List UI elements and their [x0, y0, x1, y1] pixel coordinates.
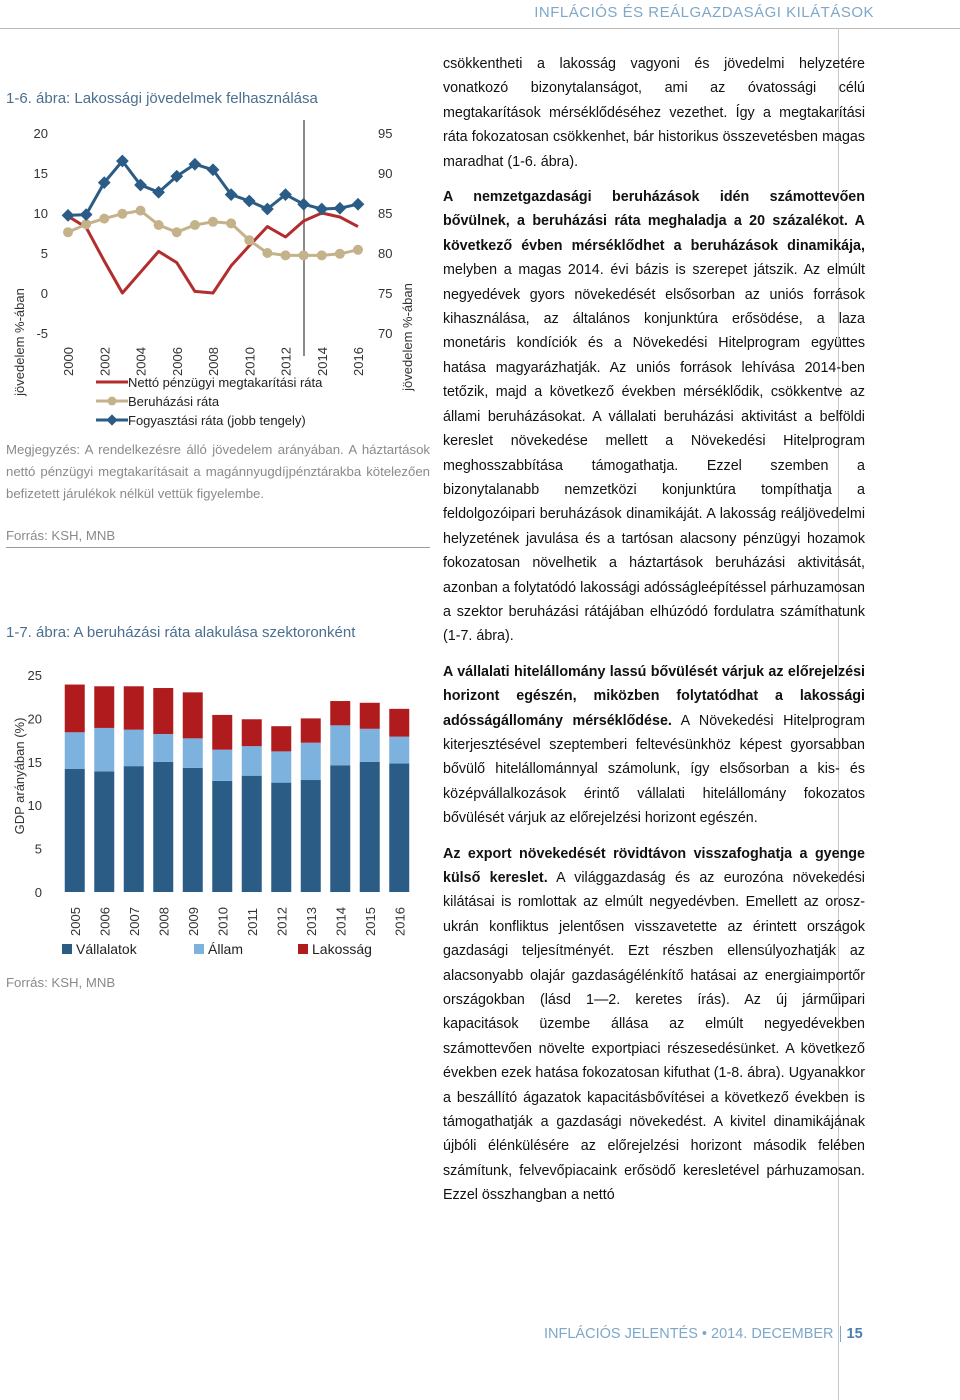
x-tick-label: 2008: [206, 347, 221, 376]
y-tick-label: 10: [27, 798, 42, 814]
figure-1-6-rule: [6, 547, 430, 548]
x-tick-label: 2000: [61, 347, 76, 376]
paragraph-3-body: A Növekedési Hitelprogram kiterjesztésével szeptemberi feltevésünkhöz képest gyorsabban bővülő hitelállománnyal számolunk, így elsősorban a kis- és középvállalkozások érintő vállalati hitelállomány fokozatos bővülését várjuk az előrejelzési horizont egészén.: [443, 712, 865, 827]
x-tick-label: 2012: [274, 907, 290, 936]
x-tick-label: 2007: [126, 907, 142, 936]
bar-segment: [271, 751, 291, 782]
bar-segment: [94, 771, 114, 892]
right-tick-label: 75: [378, 286, 393, 301]
right-ticks: [378, 126, 392, 341]
x-tick-label: 2006: [97, 907, 113, 936]
paragraph-2: [443, 185, 865, 649]
paragraph-3-lead: A vállalati hitelállomány lassú bővülését várjuk az előrejelzési horizont egészén, miközben folytatódhat a lakossági adósságállomány mérséklődése.: [443, 663, 865, 729]
x-tick-label: 2010: [215, 907, 231, 936]
left-tick-label: 20: [33, 126, 48, 141]
bar-segment: [124, 766, 144, 892]
figure-1-7-title: 1-7. ábra: A beruházási ráta alakulása szektoronként: [6, 624, 356, 641]
bar-segment: [360, 729, 380, 762]
figure-1-6-title: 1-6. ábra: Lakossági jövedelmek felhasználása: [6, 90, 318, 107]
body-text-column: [443, 52, 865, 1219]
bar-segment: [65, 685, 85, 733]
right-tick-label: 80: [378, 246, 393, 261]
investment-point: [136, 206, 146, 216]
x-tick-label: 2002: [97, 347, 113, 376]
paragraph-4: [443, 842, 865, 1208]
x-tick-label: 2009: [185, 907, 201, 936]
legend: [62, 941, 372, 957]
legend-companies: Vállalatok: [76, 941, 137, 957]
x-tick-label: 2006: [169, 347, 185, 376]
investment-point: [63, 227, 73, 237]
figure-1-6-chart: [0, 112, 430, 442]
left-axis-label: jövedelem %-ában: [12, 288, 27, 396]
figure-1-6-note: Megjegyzés: A rendelkezésre álló jövedelem arányában. A háztartások nettó pénzügyi megtakarításait a magánnyugdíjpénztárakba kötelezően befizetett járulékok nélkül vettük figyelembe.: [6, 442, 430, 501]
y-tick-label: 0: [34, 885, 42, 900]
investment-point: [99, 214, 109, 224]
x-tick-label: 2005: [67, 907, 83, 936]
bar-segment: [65, 732, 85, 768]
consumption-point: [334, 202, 347, 215]
investment-point: [353, 245, 363, 255]
x-tick-label: 2016: [351, 347, 366, 376]
bar-segment: [360, 762, 380, 892]
investment-point: [154, 220, 164, 230]
consumption-point: [297, 198, 310, 211]
bar-segment: [94, 728, 114, 771]
bar-segment: [301, 743, 321, 780]
bar-segment: [183, 738, 203, 768]
x-tick-label: 2014: [314, 347, 330, 376]
x-tick-label: 2008: [156, 907, 172, 936]
x-tick-label: 2015: [362, 907, 378, 936]
legend-consumption: Fogyasztási ráta (jobb tengely): [128, 413, 306, 428]
bar-segment: [65, 769, 85, 892]
investment-point: [262, 248, 272, 258]
investment-point: [208, 217, 218, 227]
bar-segment: [330, 701, 350, 725]
paragraph-2-body: melyben a magas 2014. évi bázis is szerepet játszik. Az elmúlt negyedévek gyors növekedését elsősorban az uniós források kihasználása, az általános konjunktúra erősödése, a laza monetáris kondíciók és a Növekedési Hitelprogram együttes hatása magyarázhatják. Az uniós források lehívása 2014-ben tetőzik, majd a következő években mérséklődik, csökkentve az állami beruházásokat. A vállalati beruházási aktivitást a belföldi kereslet növekedése mellett a Növekedési Hitelprogram meghosszabbítása támogathatja. Ezzel szemben a bizonytalanabb nemzetközi konjunktúra tompíthatja a feldolgozóipari beruházások dinamikáját. A lakosság reáljövedelmi helyzetének javulása és a tartósan alacsony pénzügyi hozamok fokozatosan növelhetik a háztartások beruházási aktivitását, azonban a folytatódó lakossági adósságleépítéssel párhuzamosan a szektor beruházási rátájában elhúzódó fordulatra számíthatunk (1-7. ábra).: [443, 262, 865, 645]
investment-point: [335, 249, 345, 259]
bar-segment: [330, 725, 350, 765]
investment-point: [117, 209, 127, 219]
bar-segment: [242, 719, 262, 746]
legend: [96, 375, 323, 428]
page-number: 15: [846, 1326, 863, 1342]
legend-households: Lakosság: [312, 941, 372, 957]
footer-text: INFLÁCIÓS JELENTÉS • 2014. DECEMBER: [544, 1326, 834, 1342]
investment-point: [226, 218, 236, 228]
bar-segment: [153, 762, 173, 892]
bar-segment: [124, 686, 144, 729]
bar-segment: [183, 768, 203, 892]
bar-segment: [389, 764, 409, 892]
right-tick-label: 70: [378, 326, 393, 341]
bar-segment: [212, 750, 232, 781]
x-tick-label: 2004: [133, 347, 149, 376]
investment-point: [317, 250, 327, 260]
x-tick-labels: [61, 347, 366, 376]
bar-segment: [389, 737, 409, 764]
x-tick-label: 2016: [392, 907, 408, 936]
legend-savings: Nettó pénzügyi megtakarítási ráta: [128, 375, 323, 390]
investment-point: [299, 250, 309, 260]
figure-1-7-source: Forrás: KSH, MNB: [6, 975, 116, 990]
right-axis-label: jövedelem %-ában: [400, 283, 415, 391]
left-tick-label: 5: [40, 246, 48, 261]
left-ticks: [34, 126, 48, 341]
consumption-point: [80, 208, 93, 221]
bar-segment: [124, 730, 144, 766]
y-tick-label: 25: [27, 668, 42, 683]
bar-segment: [271, 783, 291, 892]
consumption-point: [243, 195, 256, 208]
bar-segment: [242, 746, 262, 776]
right-tick-label: 95: [378, 126, 393, 141]
right-tick-label: 85: [378, 206, 393, 221]
bar-segment: [389, 709, 409, 737]
bar-segment: [242, 776, 262, 892]
paragraph-2-lead: A nemzetgazdasági beruházások idén számottevően bővülnek, a beruházási ráta meghaladja a 20 százalékot. A következő évben mérséklődhet a beruházások dinamikája,: [443, 189, 865, 254]
bar-segment: [212, 781, 232, 892]
y-tick-label: 20: [27, 711, 42, 727]
y-tick-label: 5: [34, 841, 42, 857]
bar-segment: [360, 703, 380, 729]
x-tick-label: 2014: [333, 907, 349, 936]
bar-segment: [301, 718, 321, 742]
x-tick-label: 2012: [278, 347, 294, 376]
investment-point: [190, 220, 200, 230]
paragraph-4-lead: Az export növekedését rövidtávon visszafoghatja a gyenge külső kereslet.: [443, 845, 865, 886]
header-rule: [0, 28, 960, 29]
investment-point: [281, 250, 291, 260]
bar-segment: [212, 715, 232, 750]
y-axis-label: GDP arányában (%): [12, 717, 27, 835]
y-tick-label: 15: [27, 754, 42, 770]
left-tick-label: 10: [33, 206, 48, 221]
bar-segment: [271, 726, 291, 751]
x-tick-label: 2011: [244, 908, 260, 936]
investment-point: [172, 227, 182, 237]
bar-segment: [301, 780, 321, 892]
bar-segment: [94, 686, 114, 728]
bar-segment: [153, 734, 173, 762]
figure-1-6-source: Forrás: KSH, MNB: [6, 528, 116, 543]
investment-point: [244, 235, 254, 245]
legend-investment: Beruházási ráta: [128, 394, 220, 409]
legend-state: Állam: [208, 941, 244, 957]
x-tick-label: 2010: [242, 347, 258, 376]
bar-segment: [330, 765, 350, 892]
page-footer: [544, 1326, 863, 1342]
figure-1-7-chart: [0, 660, 430, 970]
paragraph-1: csökkentheti a lakosság vagyoni és jövedelmi helyzetére vonatkozó bizonytalanságot, ami az óvatossági célú megtakarítások mérséklődéséhez vezethet. Így a megtakarítási ráta fokozatosan csökkenhet, bár historikus összevetésben magas maradhat (1-6. ábra).: [443, 56, 865, 170]
x-tick-label: 2013: [303, 907, 319, 936]
bar-segment: [183, 692, 203, 738]
paragraph-3: [443, 660, 865, 831]
running-header: INFLÁCIÓS ÉS REÁLGAZDASÁGI KILÁTÁSOK: [534, 4, 874, 21]
paragraph-4-body: A világgazdaság és az eurozóna növekedési kilátásai is romlottak az elmúlt negyedévben. Emellett az orosz-ukrán konfliktus jelentősen visszavetette az érintett országok gazdasági teljesítményét. Ezt részben ellensúlyozhatják az alacsonyabb olajár gazdaságélénkítő hatásai az energiaimportőr országokban (lásd 1—2. keretes írás). Az új járműipari kapacitások üzembe állása az elmúlt negyedévekben számottevően növelte exportpiaci részesedésünket. A következő években ezek hatása fokozatosan kifuthat (1-8. ábra). Ugyanakkor a beszállító ágazatok kapacitásbővítései a következő években is támogathatják a gazdasági növekedést. A kivitel dinamikájának újbóli élénkülésére az előrejelzési horizont második felében számítunk, felvevőpiacaink erősödő keresletével párhuzamosan. Ezzel összhangban a nettó: [443, 870, 865, 1204]
bar-segment: [153, 688, 173, 734]
left-tick-label: 0: [40, 286, 48, 301]
left-tick-label: 15: [33, 166, 48, 181]
right-tick-label: 90: [378, 166, 393, 181]
consumption-point: [352, 198, 365, 211]
left-tick-label: -5: [36, 326, 48, 341]
